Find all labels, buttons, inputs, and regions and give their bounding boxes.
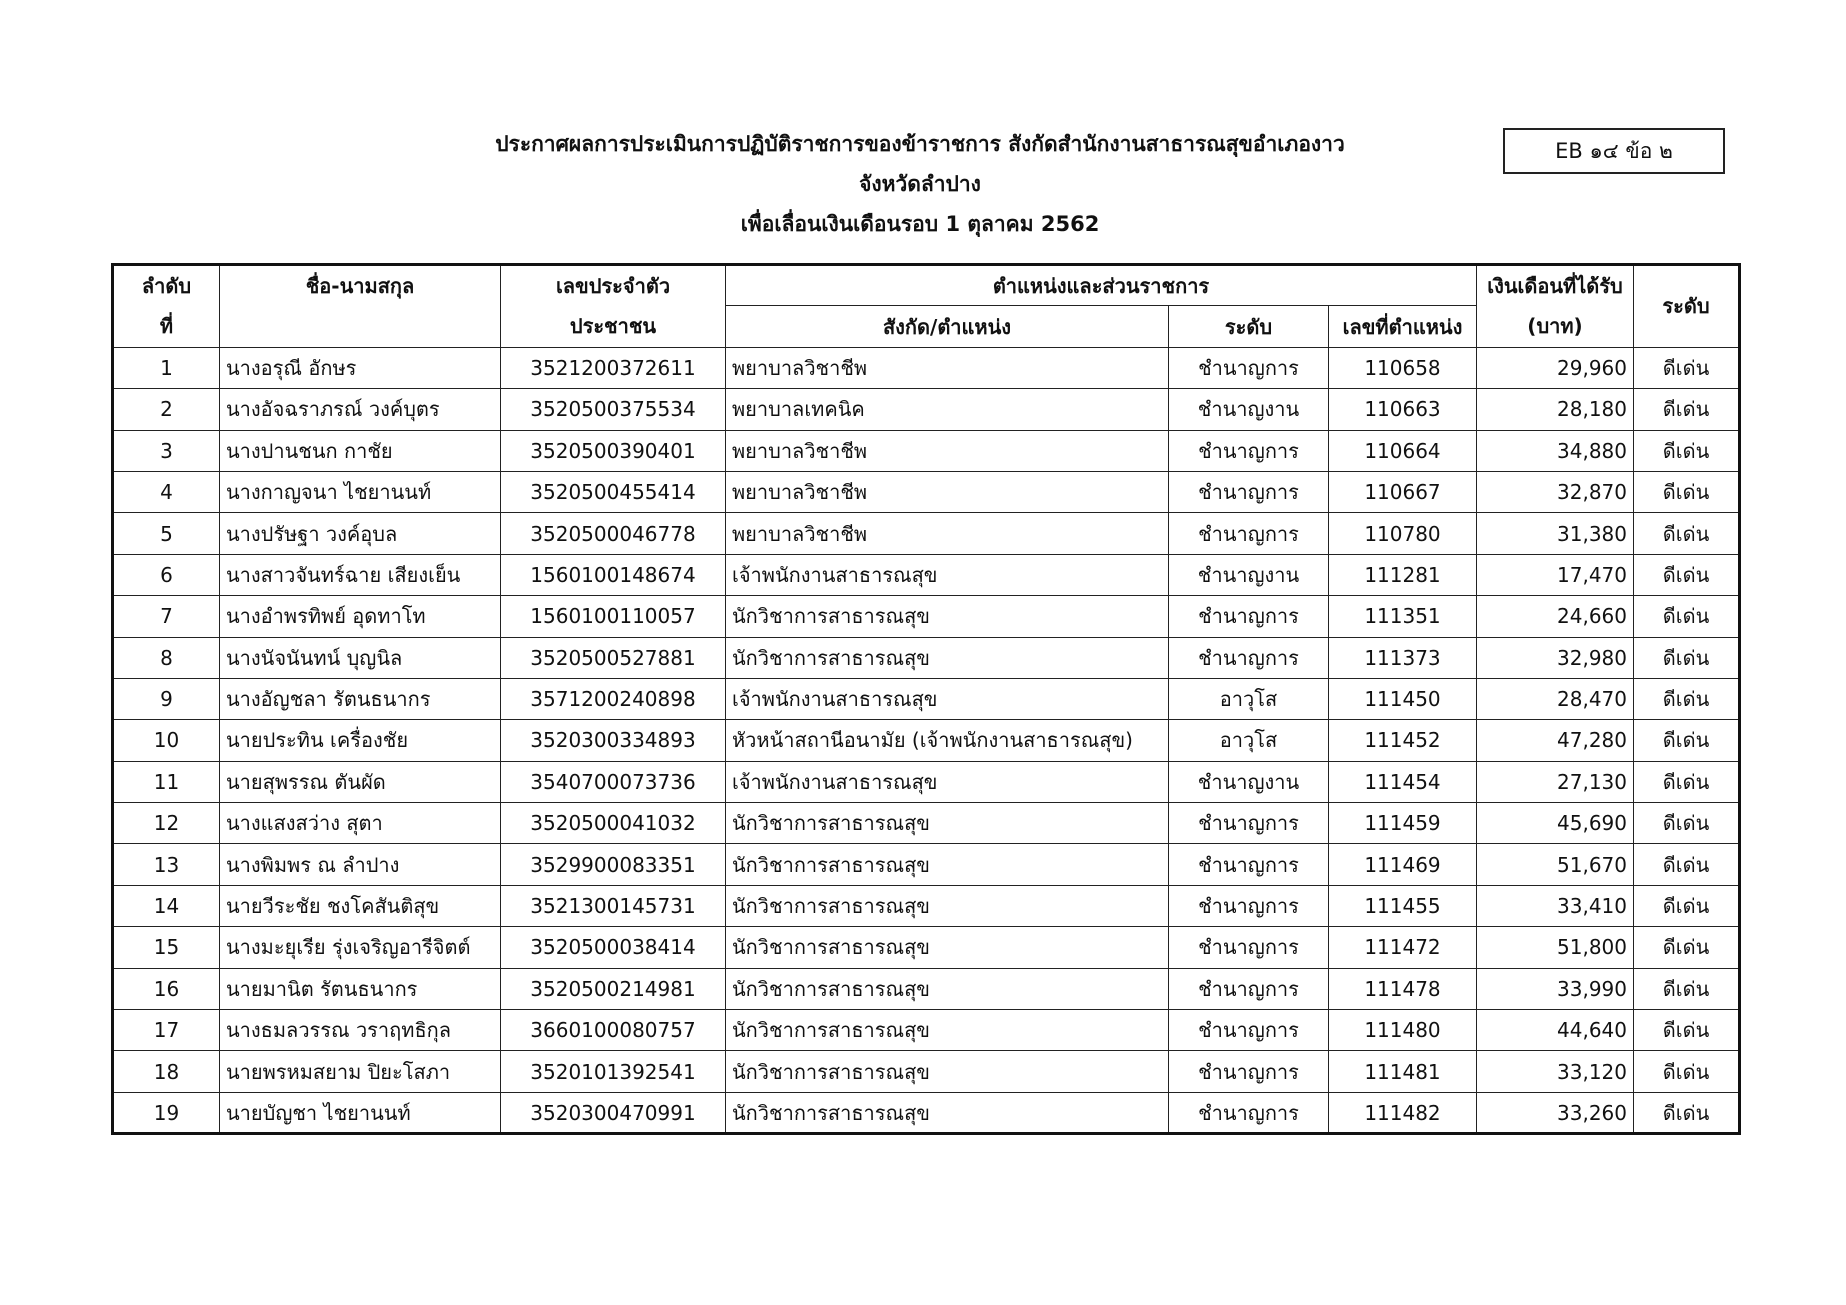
cell-level: ชำนาญการ <box>1169 513 1329 554</box>
cell-position-no: 111454 <box>1329 761 1477 802</box>
cell-level: อาวุโส <box>1169 720 1329 761</box>
cell-id: 3529900083351 <box>501 844 726 885</box>
cell-position-no: 110663 <box>1329 389 1477 430</box>
header-position-no: เลขที่ตำแหน่ง <box>1329 306 1477 347</box>
cell-position: นักวิชาการสาธารณสุข <box>726 1051 1169 1092</box>
cell-name: นางกาญจนา ไชยานนท์ <box>220 471 501 512</box>
cell-id: 3520500046778 <box>501 513 726 554</box>
cell-grade: ดีเด่น <box>1634 968 1740 1009</box>
cell-grade: ดีเด่น <box>1634 430 1740 471</box>
cell-grade: ดีเด่น <box>1634 844 1740 885</box>
cell-position: นักวิชาการสาธารณสุข <box>726 885 1169 926</box>
cell-level: ชำนาญการ <box>1169 1010 1329 1051</box>
cell-name: นายมานิต รัตนธนากร <box>220 968 501 1009</box>
cell-level: ชำนาญการ <box>1169 885 1329 926</box>
cell-position: นักวิชาการสาธารณสุข <box>726 968 1169 1009</box>
cell-name: นายวีระชัย ชงโคสันติสุข <box>220 885 501 926</box>
cell-salary: 45,690 <box>1477 803 1634 844</box>
table-row <box>113 1010 1740 1051</box>
cell-grade: ดีเด่น <box>1634 761 1740 802</box>
cell-order: 5 <box>113 513 220 554</box>
cell-level: ชำนาญการ <box>1169 968 1329 1009</box>
cell-position: เจ้าพนักงานสาธารณสุข <box>726 554 1169 595</box>
cell-id: 3521200372611 <box>501 347 726 388</box>
cell-order: 9 <box>113 678 220 719</box>
cell-order: 1 <box>113 347 220 388</box>
cell-salary: 24,660 <box>1477 596 1634 637</box>
table-row <box>113 761 1740 802</box>
cell-order: 2 <box>113 389 220 430</box>
cell-order: 14 <box>113 885 220 926</box>
cell-position-no: 111373 <box>1329 637 1477 678</box>
evaluation-table <box>111 263 1741 1135</box>
cell-level: อาวุโส <box>1169 678 1329 719</box>
cell-level: ชำนาญการ <box>1169 803 1329 844</box>
cell-grade: ดีเด่น <box>1634 637 1740 678</box>
cell-level: ชำนาญงาน <box>1169 554 1329 595</box>
cell-level: ชำนาญการ <box>1169 471 1329 512</box>
table-row <box>113 1092 1740 1133</box>
cell-id: 3571200240898 <box>501 678 726 719</box>
cell-position: นักวิชาการสาธารณสุข <box>726 927 1169 968</box>
cell-order: 4 <box>113 471 220 512</box>
cell-salary: 28,180 <box>1477 389 1634 430</box>
cell-position: พยาบาลวิชาชีพ <box>726 513 1169 554</box>
cell-order: 18 <box>113 1051 220 1092</box>
cell-salary: 51,670 <box>1477 844 1634 885</box>
cell-position: นักวิชาการสาธารณสุข <box>726 637 1169 678</box>
cell-position-no: 111450 <box>1329 678 1477 719</box>
header-order-sub: ที่ <box>113 306 220 347</box>
cell-name: นางมะยุเรีย รุ่งเจริญอารีจิตต์ <box>220 927 501 968</box>
cell-id: 3520500455414 <box>501 471 726 512</box>
cell-grade: ดีเด่น <box>1634 389 1740 430</box>
table-row <box>113 1051 1740 1092</box>
cell-name: นายบัญชา ไชยานนท์ <box>220 1092 501 1133</box>
cell-level: ชำนาญการ <box>1169 637 1329 678</box>
cell-position-no: 111472 <box>1329 927 1477 968</box>
cell-id: 3520500038414 <box>501 927 726 968</box>
table-row <box>113 471 1740 512</box>
cell-salary: 31,380 <box>1477 513 1634 554</box>
header-id: เลขประจำตัว <box>501 265 726 306</box>
cell-id: 3520300470991 <box>501 1092 726 1133</box>
cell-level: ชำนาญการ <box>1169 347 1329 388</box>
cell-position: เจ้าพนักงานสาธารณสุข <box>726 761 1169 802</box>
cell-level: ชำนาญงาน <box>1169 389 1329 430</box>
cell-id: 3520500390401 <box>501 430 726 471</box>
cell-order: 12 <box>113 803 220 844</box>
cell-id: 3520500375534 <box>501 389 726 430</box>
table-row <box>113 347 1740 388</box>
header-order: ลำดับ <box>113 265 220 306</box>
cell-grade: ดีเด่น <box>1634 471 1740 512</box>
table-row <box>113 678 1740 719</box>
cell-position-no: 111469 <box>1329 844 1477 885</box>
cell-id: 3540700073736 <box>501 761 726 802</box>
table-row <box>113 430 1740 471</box>
cell-position: พยาบาลวิชาชีพ <box>726 430 1169 471</box>
cell-id: 1560100148674 <box>501 554 726 595</box>
cell-position: นักวิชาการสาธารณสุข <box>726 1010 1169 1051</box>
cell-salary: 17,470 <box>1477 554 1634 595</box>
cell-name: นางปานชนก กาชัย <box>220 430 501 471</box>
document-subtitle-round: เพื่อเลื่อนเงินเดือนรอบ 1 ตุลาคม 2562 <box>740 212 1100 236</box>
cell-grade: ดีเด่น <box>1634 513 1740 554</box>
cell-salary: 32,980 <box>1477 637 1634 678</box>
cell-salary: 51,800 <box>1477 927 1634 968</box>
cell-salary: 33,260 <box>1477 1092 1634 1133</box>
header-salary-unit: (บาท) <box>1477 306 1634 347</box>
cell-salary: 33,120 <box>1477 1051 1634 1092</box>
table-row <box>113 968 1740 1009</box>
header-level: ระดับ <box>1169 306 1329 347</box>
cell-order: 10 <box>113 720 220 761</box>
cell-position-no: 111478 <box>1329 968 1477 1009</box>
cell-level: ชำนาญการ <box>1169 430 1329 471</box>
cell-name: นายพรหมสยาม ปิยะโสภา <box>220 1051 501 1092</box>
cell-id: 3520500527881 <box>501 637 726 678</box>
cell-salary: 33,990 <box>1477 968 1634 1009</box>
header-name-sub <box>220 306 501 347</box>
cell-position: นักวิชาการสาธารณสุข <box>726 844 1169 885</box>
cell-name: นางนัจนันทน์ บุญนิล <box>220 637 501 678</box>
cell-position-no: 110780 <box>1329 513 1477 554</box>
cell-name: นางปรัษฐา วงค์อุบล <box>220 513 501 554</box>
cell-order: 19 <box>113 1092 220 1133</box>
cell-position: นักวิชาการสาธารณสุข <box>726 803 1169 844</box>
cell-position: หัวหน้าสถานีอนามัย (เจ้าพนักงานสาธารณสุข) <box>726 720 1169 761</box>
cell-grade: ดีเด่น <box>1634 1051 1740 1092</box>
cell-position: นักวิชาการสาธารณสุข <box>726 596 1169 637</box>
cell-salary: 47,280 <box>1477 720 1634 761</box>
cell-level: ชำนาญงาน <box>1169 761 1329 802</box>
cell-grade: ดีเด่น <box>1634 885 1740 926</box>
cell-salary: 33,410 <box>1477 885 1634 926</box>
cell-position-no: 111455 <box>1329 885 1477 926</box>
cell-level: ชำนาญการ <box>1169 927 1329 968</box>
cell-order: 16 <box>113 968 220 1009</box>
cell-level: ชำนาญการ <box>1169 844 1329 885</box>
cell-name: นางแสงสว่าง สุตา <box>220 803 501 844</box>
cell-level: ชำนาญการ <box>1169 596 1329 637</box>
table-header <box>113 265 1740 348</box>
cell-id: 3520101392541 <box>501 1051 726 1092</box>
document-subtitle-province: จังหวัดลำปาง <box>859 172 981 196</box>
cell-grade: ดีเด่น <box>1634 1092 1740 1133</box>
cell-position-no: 111452 <box>1329 720 1477 761</box>
cell-position: พยาบาลวิชาชีพ <box>726 347 1169 388</box>
cell-id: 3660100080757 <box>501 1010 726 1051</box>
table-row <box>113 554 1740 595</box>
header-salary: เงินเดือนที่ได้รับ <box>1477 265 1634 306</box>
cell-level: ชำนาญการ <box>1169 1051 1329 1092</box>
cell-salary: 28,470 <box>1477 678 1634 719</box>
cell-grade: ดีเด่น <box>1634 554 1740 595</box>
cell-grade: ดีเด่น <box>1634 720 1740 761</box>
header-name: ชื่อ-นามสกุล <box>220 265 501 306</box>
cell-salary: 32,870 <box>1477 471 1634 512</box>
reference-box: EB ๑๔ ข้อ ๒ <box>1503 128 1725 174</box>
cell-position-no: 111482 <box>1329 1092 1477 1133</box>
table-row <box>113 927 1740 968</box>
cell-grade: ดีเด่น <box>1634 347 1740 388</box>
cell-position-no: 111281 <box>1329 554 1477 595</box>
cell-grade: ดีเด่น <box>1634 1010 1740 1051</box>
document-title: ประกาศผลการประเมินการปฏิบัติราชการของข้าราชการ สังกัดสำนักงานสาธารณสุขอำเภองาว <box>495 132 1345 156</box>
cell-name: นางธมลวรรณ วราฤทธิกุล <box>220 1010 501 1051</box>
cell-grade: ดีเด่น <box>1634 596 1740 637</box>
cell-salary: 44,640 <box>1477 1010 1634 1051</box>
cell-name: นางอัจฉราภรณ์ วงค์บุตร <box>220 389 501 430</box>
table-row <box>113 885 1740 926</box>
table-row <box>113 844 1740 885</box>
cell-grade: ดีเด่น <box>1634 678 1740 719</box>
cell-position-no: 111480 <box>1329 1010 1477 1051</box>
cell-salary: 29,960 <box>1477 347 1634 388</box>
cell-id: 3521300145731 <box>501 885 726 926</box>
cell-id: 1560100110057 <box>501 596 726 637</box>
cell-order: 8 <box>113 637 220 678</box>
cell-id: 3520500041032 <box>501 803 726 844</box>
cell-salary: 27,130 <box>1477 761 1634 802</box>
cell-order: 11 <box>113 761 220 802</box>
cell-order: 13 <box>113 844 220 885</box>
cell-name: นางอำพรทิพย์ อุดทาโท <box>220 596 501 637</box>
cell-grade: ดีเด่น <box>1634 927 1740 968</box>
header-grade: ระดับ <box>1634 265 1740 348</box>
table-row <box>113 513 1740 554</box>
cell-order: 7 <box>113 596 220 637</box>
cell-name: นางอัญชลา รัตนธนากร <box>220 678 501 719</box>
cell-order: 3 <box>113 430 220 471</box>
table-row <box>113 803 1740 844</box>
cell-position: พยาบาลเทคนิค <box>726 389 1169 430</box>
cell-position-no: 111459 <box>1329 803 1477 844</box>
cell-position-no: 110658 <box>1329 347 1477 388</box>
cell-name: นางอรุณี อักษร <box>220 347 501 388</box>
cell-salary: 34,880 <box>1477 430 1634 471</box>
cell-order: 17 <box>113 1010 220 1051</box>
table-row <box>113 389 1740 430</box>
cell-position: เจ้าพนักงานสาธารณสุข <box>726 678 1169 719</box>
cell-position-no: 110667 <box>1329 471 1477 512</box>
table-row <box>113 637 1740 678</box>
cell-name: นายสุพรรณ ตันผัด <box>220 761 501 802</box>
cell-position-no: 111351 <box>1329 596 1477 637</box>
cell-order: 15 <box>113 927 220 968</box>
table-body <box>113 347 1740 1133</box>
header-position: สังกัด/ตำแหน่ง <box>726 306 1169 347</box>
cell-id: 3520500214981 <box>501 968 726 1009</box>
cell-position-no: 111481 <box>1329 1051 1477 1092</box>
header-position-group: ตำแหน่งและส่วนราชการ <box>726 265 1477 306</box>
table-row <box>113 596 1740 637</box>
cell-name: นายประทิน เครื่องชัย <box>220 720 501 761</box>
cell-order: 6 <box>113 554 220 595</box>
table-row <box>113 720 1740 761</box>
cell-grade: ดีเด่น <box>1634 803 1740 844</box>
cell-name: นางพิมพร ณ ลำปาง <box>220 844 501 885</box>
cell-id: 3520300334893 <box>501 720 726 761</box>
cell-name: นางสาวจันทร์ฉาย เสียงเย็น <box>220 554 501 595</box>
cell-position-no: 110664 <box>1329 430 1477 471</box>
cell-position: นักวิชาการสาธารณสุข <box>726 1092 1169 1133</box>
header-id-sub: ประชาชน <box>501 306 726 347</box>
cell-level: ชำนาญการ <box>1169 1092 1329 1133</box>
cell-position: พยาบาลวิชาชีพ <box>726 471 1169 512</box>
